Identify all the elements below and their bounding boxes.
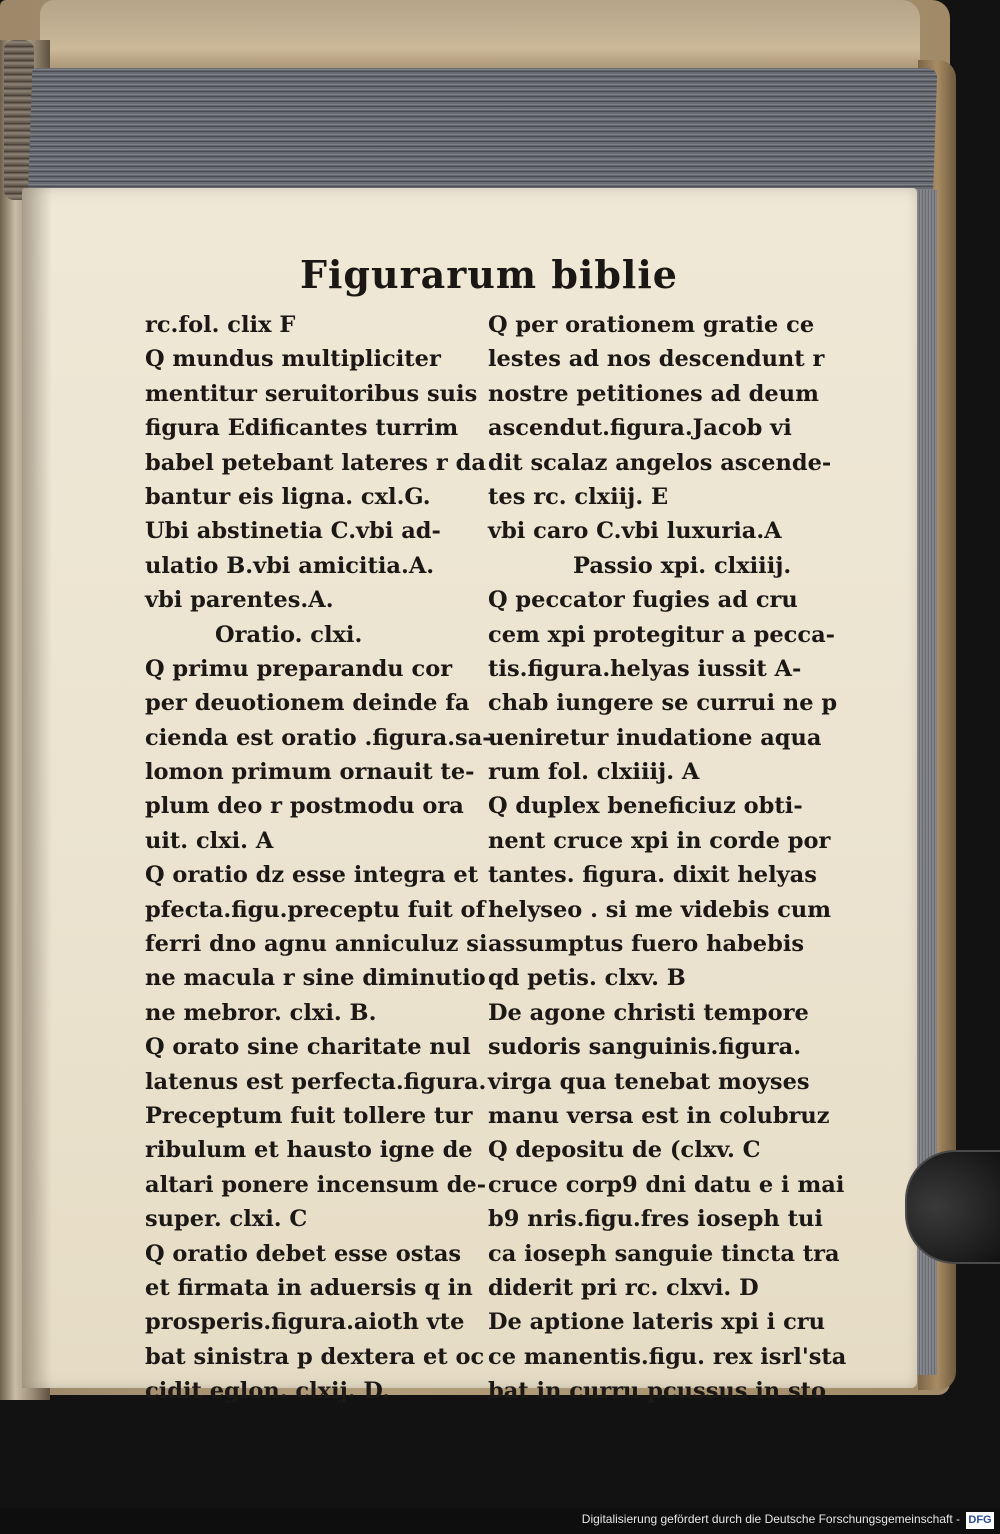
text-line: vbi parentes.A. <box>145 587 334 614</box>
text-line: altari ponere incensum de- <box>145 1171 487 1198</box>
text-line: bat in curru pcussus in sto <box>488 1378 827 1405</box>
text-line: lomon primum ornauit te- <box>145 759 475 786</box>
text-line: per deuotionem deinde fa <box>145 690 470 717</box>
clasp-icon <box>905 1150 1000 1264</box>
text-line: uit. clxi. A <box>145 827 274 854</box>
text-line: mentitur seruitoribus suis <box>145 380 478 407</box>
text-line: assumptus fuero habebis <box>488 931 805 958</box>
text-line: nent cruce xpi in corde por <box>488 827 831 854</box>
text-line: pfecta.figu.preceptu fuit of <box>145 896 486 923</box>
text-line: cem xpi protegitur a pecca- <box>488 621 835 648</box>
text-line: et firmata in aduersis q in <box>145 1274 473 1301</box>
text-line: De aptione lateris xpi i cru <box>488 1309 825 1336</box>
text-line: Q peccator fugies ad cru <box>488 587 798 614</box>
text-line: qd petis. clxv. B <box>488 965 686 992</box>
text-line: Q mundus multipliciter <box>145 346 441 373</box>
text-line: Q duplex beneficiuz obti- <box>488 793 803 820</box>
text-line: virga qua tenebat moyses <box>488 1068 810 1095</box>
text-line: Oratio. clxi. <box>215 621 363 648</box>
footer-credit: Digitalisierung gefördert durch die Deutsche Forschungsgemeinschaft - <box>581 1512 960 1526</box>
text-line: Q primu preparandu cor <box>145 655 453 682</box>
gutter-shadow <box>22 188 52 1388</box>
text-line: ce manentis.figu. rex isrl'sta <box>488 1343 847 1370</box>
cover-top-edge <box>40 0 920 70</box>
text-line: De agone christi tempore <box>488 999 809 1026</box>
text-line: Ubi abstinetia C.vbi ad- <box>145 518 441 545</box>
text-line: sudoris sanguinis.figura. <box>488 1034 802 1061</box>
text-line: prosperis.figura.aioth vte <box>145 1309 465 1336</box>
text-line: dit scalaz angelos ascende- <box>488 449 832 476</box>
text-line: tes rc. clxiij. E <box>488 483 669 510</box>
text-line: Q depositu de (clxv. C <box>488 1137 761 1164</box>
text-line: Preceptum fuit tollere tur <box>145 1102 473 1129</box>
text-line: super. clxi. C <box>145 1206 308 1233</box>
text-line: babel petebant lateres r da <box>145 449 486 476</box>
page-block-edges <box>28 68 938 203</box>
text-line: chab iungere se currui ne p <box>488 690 838 717</box>
text-line: diderit pri rc. clxvi. D <box>488 1274 759 1301</box>
text-line: cienda est oratio .figura.sa- <box>145 724 492 751</box>
text-line: rum fol. clxiiij. A <box>488 759 700 786</box>
text-line: b9 nris.figu.fres ioseph tui <box>488 1206 823 1233</box>
text-line: ribulum et hausto igne de <box>145 1137 473 1164</box>
text-line: bantur eis ligna. cxl.G. <box>145 483 431 510</box>
text-line: vbi caro C.vbi luxuria.A <box>488 518 782 545</box>
text-line: Q per orationem gratie ce <box>488 312 815 338</box>
text-line: ascendut.figura.Jacob vi <box>488 415 792 442</box>
text-line: plum deo r postmodu ora <box>145 793 464 820</box>
text-line: lestes ad nos descendunt r <box>488 346 825 373</box>
text-line: ulatio B.vbi amicitia.A. <box>145 552 435 579</box>
dfg-logo-icon: DFG <box>966 1512 994 1529</box>
text-line: tantes. figura. dixit helyas <box>488 862 817 889</box>
text-line: cidit eglon. clxij. D. <box>145 1378 390 1405</box>
text-line: Q oratio debet esse ostas <box>145 1240 462 1267</box>
text-line: nostre petitiones ad deum <box>488 380 819 407</box>
text-line: ueniretur inudatione aqua <box>488 724 822 751</box>
text-line: ca ioseph sanguie tincta tra <box>488 1240 840 1267</box>
text-line: helyseo . si me videbis cum <box>488 896 832 923</box>
running-title: Figurarum biblie <box>300 252 678 297</box>
text-line: ne mebror. clxi. B. <box>145 999 377 1026</box>
text-line: Q oratio dz esse integra et <box>145 862 479 889</box>
right-text-column <box>488 308 847 1409</box>
text-line: cruce corp9 dni datu e i mai <box>488 1171 845 1198</box>
text-line: tis.figura.helyas iussit A- <box>488 655 802 682</box>
text-line: Passio xpi. clxiiij. <box>573 552 792 579</box>
text-line: manu versa est in colubruz <box>488 1102 830 1129</box>
text-line: bat sinistra p dextera et oc <box>145 1343 485 1370</box>
text-line: ne macula r sine diminutio <box>145 965 486 992</box>
text-line: ferri dno agnu anniculuz si <box>145 931 488 958</box>
left-text-column <box>145 308 492 1409</box>
text-line: latenus est perfecta.figura. <box>145 1068 487 1095</box>
text-line: Q orato sine charitate nul <box>145 1034 471 1061</box>
footer-bar <box>0 1508 1000 1534</box>
text-line: figura Edificantes turrim <box>145 415 459 442</box>
text-line: rc.fol. clix F <box>145 312 296 338</box>
